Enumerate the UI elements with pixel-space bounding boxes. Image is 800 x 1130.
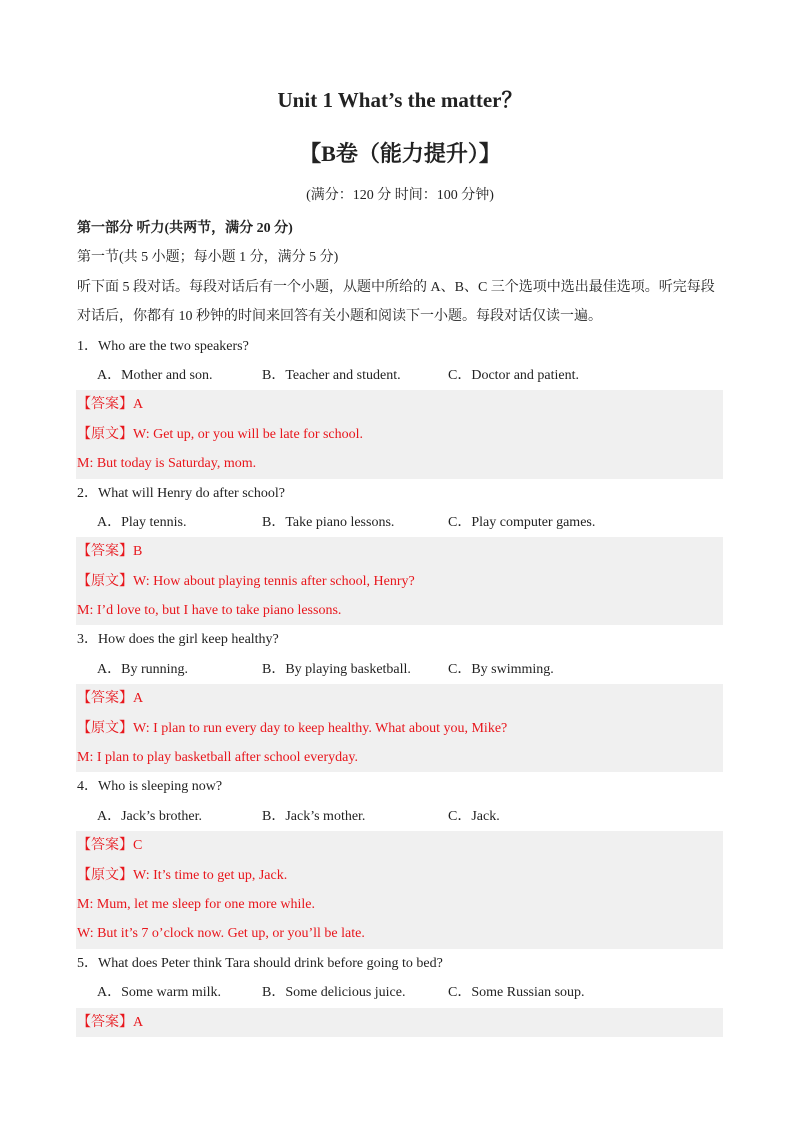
option-c: C．Jack. xyxy=(448,808,500,824)
option-c: C．Some Russian soup. xyxy=(448,985,585,1001)
question-item xyxy=(77,772,723,948)
transcript-line: M: I’d love to, but I have to take piano lessons. xyxy=(77,603,342,619)
page-title: Unit 1 What’s the matter？ xyxy=(277,88,523,112)
document-body xyxy=(77,214,723,1037)
answer-block xyxy=(76,390,723,478)
question-item xyxy=(77,949,723,1037)
question-options xyxy=(77,508,723,537)
option-a: A．By running. xyxy=(97,661,188,677)
option-c: C．By swimming. xyxy=(448,661,554,677)
score-time-info: (满分：120 分 时间：100 分钟) xyxy=(306,188,494,203)
part-heading: 第一部分 听力(共两节，满分 20 分) xyxy=(77,221,293,236)
question-text: 2．What will Henry do after school? xyxy=(77,485,285,501)
instructions-line-2: 对话后，你都有 10 秒钟的时间来回答有关小题和阅读下一小题。每段对话仅读一遍。 xyxy=(77,309,602,325)
transcript-line: M: Mum, let me sleep for one more while. xyxy=(77,896,315,912)
question-options xyxy=(77,978,723,1007)
option-a: A．Play tennis. xyxy=(97,514,187,530)
option-b: B．Teacher and student. xyxy=(262,367,401,383)
question-options xyxy=(77,802,723,831)
answer-label: 【答案】A xyxy=(77,691,144,707)
question-options xyxy=(77,361,723,390)
transcript-line: W: But it’s 7 o’clock now. Get up, or you’ll be late. xyxy=(77,926,365,942)
question-item xyxy=(77,332,723,479)
transcript-line: M: But today is Saturday, mom. xyxy=(77,456,257,472)
question-text: 5．What does Peter think Tara should drink before going to bed? xyxy=(77,955,443,971)
question-item xyxy=(77,625,723,772)
option-a: A．Mother and son. xyxy=(97,367,213,383)
answer-block xyxy=(76,831,723,949)
question-text: 1．Who are the two speakers? xyxy=(77,338,249,354)
answer-label: 【答案】A xyxy=(77,1014,144,1030)
option-a: A．Jack’s brother. xyxy=(97,808,202,824)
answer-label: 【答案】C xyxy=(77,838,143,854)
answer-block xyxy=(76,684,723,772)
question-options xyxy=(77,655,723,684)
transcript-line: 【原文】W: How about playing tennis after school, Henry? xyxy=(77,573,415,589)
transcript-line: 【原文】W: I plan to run every day to keep healthy. What about you, Mike? xyxy=(77,720,508,736)
transcript-line: 【原文】W: Get up, or you will be late for school. xyxy=(77,426,364,442)
option-c: C．Doctor and patient. xyxy=(448,367,580,383)
instructions-line-1: 听下面 5 段对话。每段对话后有一个小题，从题中所给的 A、B、C 三个选项中选出最佳选项。听完每段 xyxy=(77,279,715,295)
option-c: C．Play computer games. xyxy=(448,514,596,530)
answer-block xyxy=(76,1008,723,1037)
answer-label: 【答案】B xyxy=(77,544,143,560)
section-heading: 第一节(共 5 小题；每小题 1 分，满分 5 分) xyxy=(77,250,339,266)
option-b: B．By playing basketball. xyxy=(262,661,411,677)
option-b: B．Some delicious juice. xyxy=(262,985,406,1001)
option-b: B．Jack’s mother. xyxy=(262,808,366,824)
question-text: 4．Who is sleeping now? xyxy=(77,779,223,795)
transcript-line: 【原文】W: It’s time to get up, Jack. xyxy=(77,867,288,883)
answer-block xyxy=(76,537,723,625)
question-text: 3．How does the girl keep healthy? xyxy=(77,632,279,648)
option-b: B．Take piano lessons. xyxy=(262,514,395,530)
question-item xyxy=(77,479,723,626)
page-subtitle: 【B卷（能力提升）】 xyxy=(299,141,501,166)
answer-label: 【答案】A xyxy=(77,397,144,413)
transcript-line: M: I plan to play basketball after school everyday. xyxy=(77,750,358,766)
option-a: A．Some warm milk. xyxy=(97,985,222,1001)
